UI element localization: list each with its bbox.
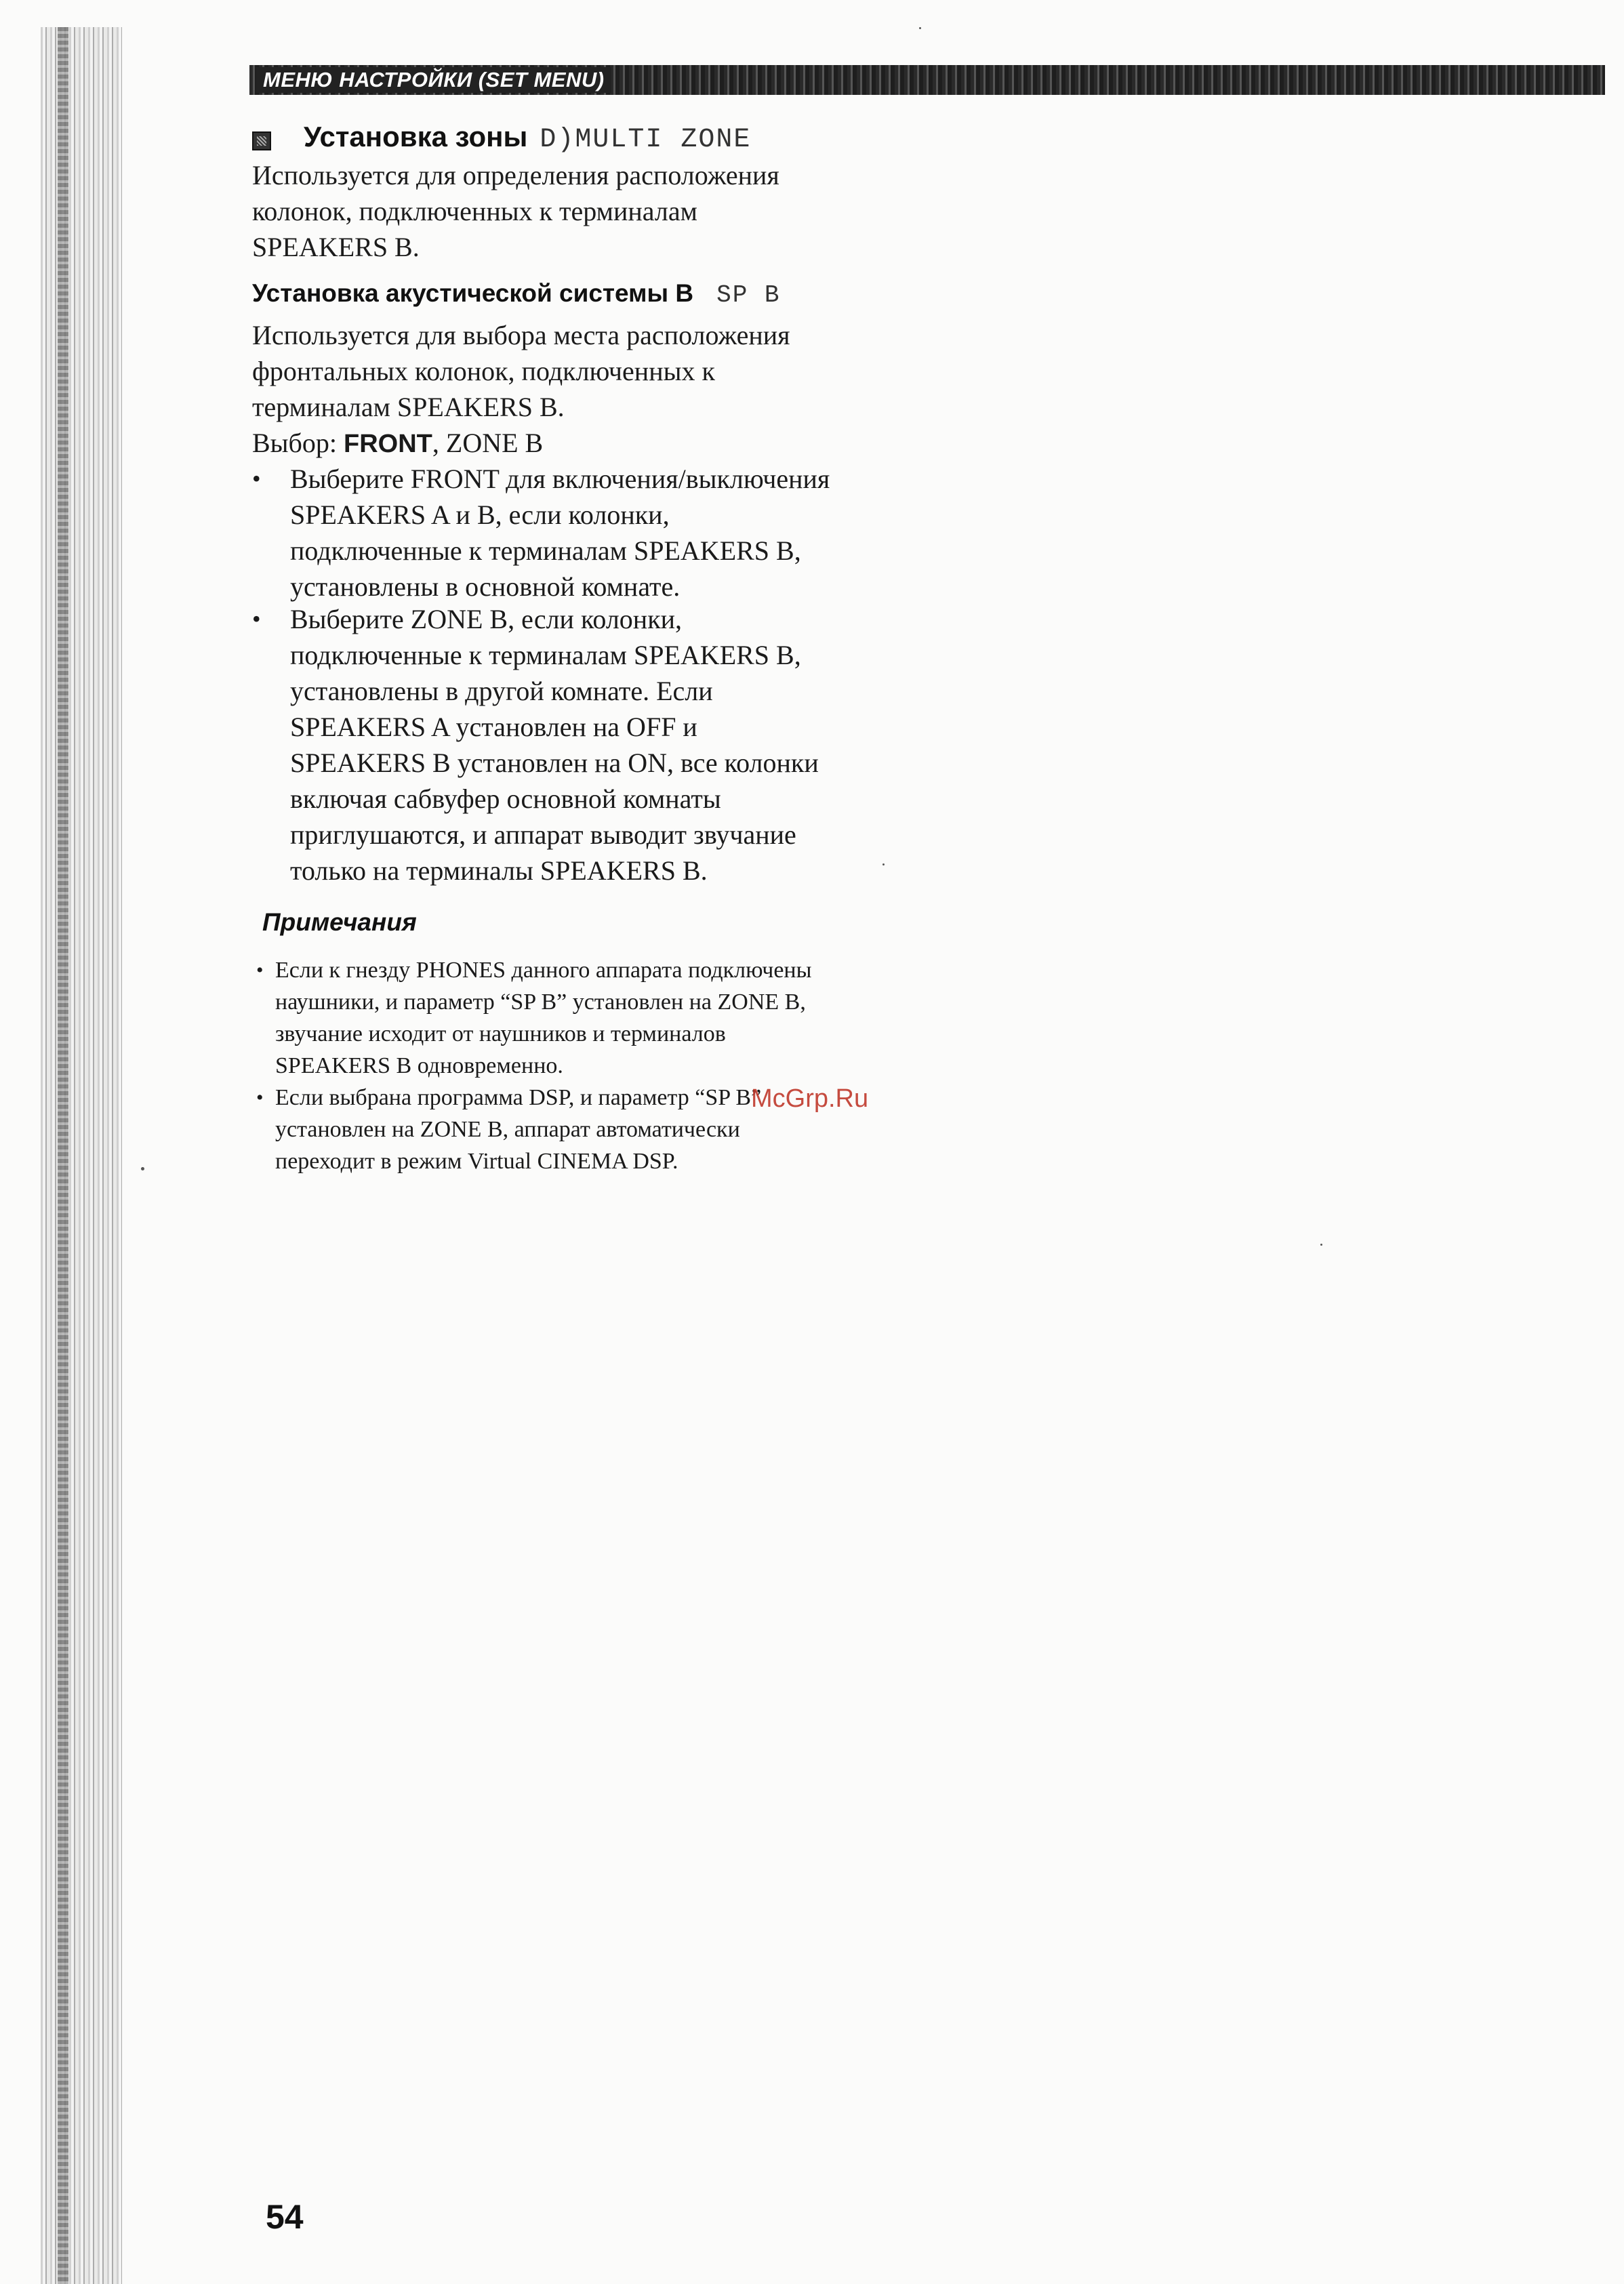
text-line: переходит в режим Virtual CINEMA DSP. [275, 1149, 678, 1174]
text-line: Используется для определения расположения [252, 160, 779, 190]
text-line: Выберите FRONT для включения/выключения [290, 464, 830, 494]
bullet-icon: • [256, 959, 264, 981]
text-line: приглушаются, и аппарат выводит звучание [290, 819, 796, 850]
scan-binding-shadow [58, 27, 68, 2284]
choice-default: FRONT [344, 430, 432, 458]
choice-options: , ZONE B [432, 428, 544, 458]
text-line: SPEAKERS A и B, если колонки, [290, 499, 670, 530]
text-line: установлены в основной комнате. [290, 571, 681, 602]
text-line: включая сабвуфер основной комнаты [290, 783, 721, 814]
watermark: McGrp.Ru [751, 1084, 869, 1113]
choice-line [252, 425, 543, 462]
text-line: SPEAKERS B одновременно. [275, 1053, 563, 1078]
subsection-title: Установка акустической системы B [252, 279, 694, 307]
text-line: терминалам SPEAKERS B. [252, 392, 565, 422]
text-line: фронтальных колонок, подключенных к [252, 356, 715, 386]
header-title: МЕНЮ НАСТРОЙКИ (SET MENU) [256, 67, 611, 93]
scan-speck [141, 1167, 144, 1170]
section-heading [304, 121, 751, 155]
section-marker-icon [252, 131, 271, 150]
text-line: Выберите ZONE B, если колонки, [290, 604, 683, 634]
choice-label: Выбор: [252, 428, 338, 458]
text-line: колонок, подключенных к терминалам [252, 196, 697, 226]
bullet-icon: • [252, 605, 261, 632]
text-line: Используется для выбора места расположения [252, 320, 790, 350]
text-line: установлен на ZONE B, аппарат автоматически [275, 1117, 740, 1142]
section-display-text: D)MULTI ZONE [540, 125, 752, 155]
scan-speck [919, 27, 921, 29]
text-line: SPEAKERS B. [252, 232, 420, 262]
text-line: SPEAKERS A установлен на OFF и [290, 712, 697, 742]
text-line: наушники, и параметр “SP B” установлен на ZONE B, [275, 990, 806, 1015]
section-title: Установка зоны [304, 121, 528, 152]
text-line: подключенные к терминалам SPEAKERS B, [290, 640, 801, 670]
bullet-icon: • [256, 1086, 264, 1109]
subsection-display-text: SP B [716, 281, 781, 309]
text-line: Если к гнезду PHONES данного аппарата подключены [275, 958, 812, 983]
scan-speck [1320, 1244, 1322, 1246]
scan-speck [882, 863, 885, 865]
bullet-icon: • [252, 465, 261, 492]
subsection-heading [252, 279, 781, 309]
subsection-description [252, 317, 937, 425]
notes-title: Примечания [262, 908, 417, 936]
text-line: звучание исходит от наушников и терминалов [275, 1021, 726, 1046]
text-line: подключенные к терминалам SPEAKERS B, [290, 535, 801, 566]
section-description [252, 157, 937, 265]
text-line: Если выбрана программа DSP, и параметр “SP B” [275, 1085, 762, 1110]
scan-binding-edge [41, 27, 122, 2284]
text-line: SPEAKERS B установлен на ON, все колонки [290, 748, 819, 778]
text-line: только на терминалы SPEAKERS B. [290, 855, 708, 886]
page-number: 54 [266, 2198, 304, 2236]
text-line: установлены в другой комнате. Если [290, 676, 713, 706]
